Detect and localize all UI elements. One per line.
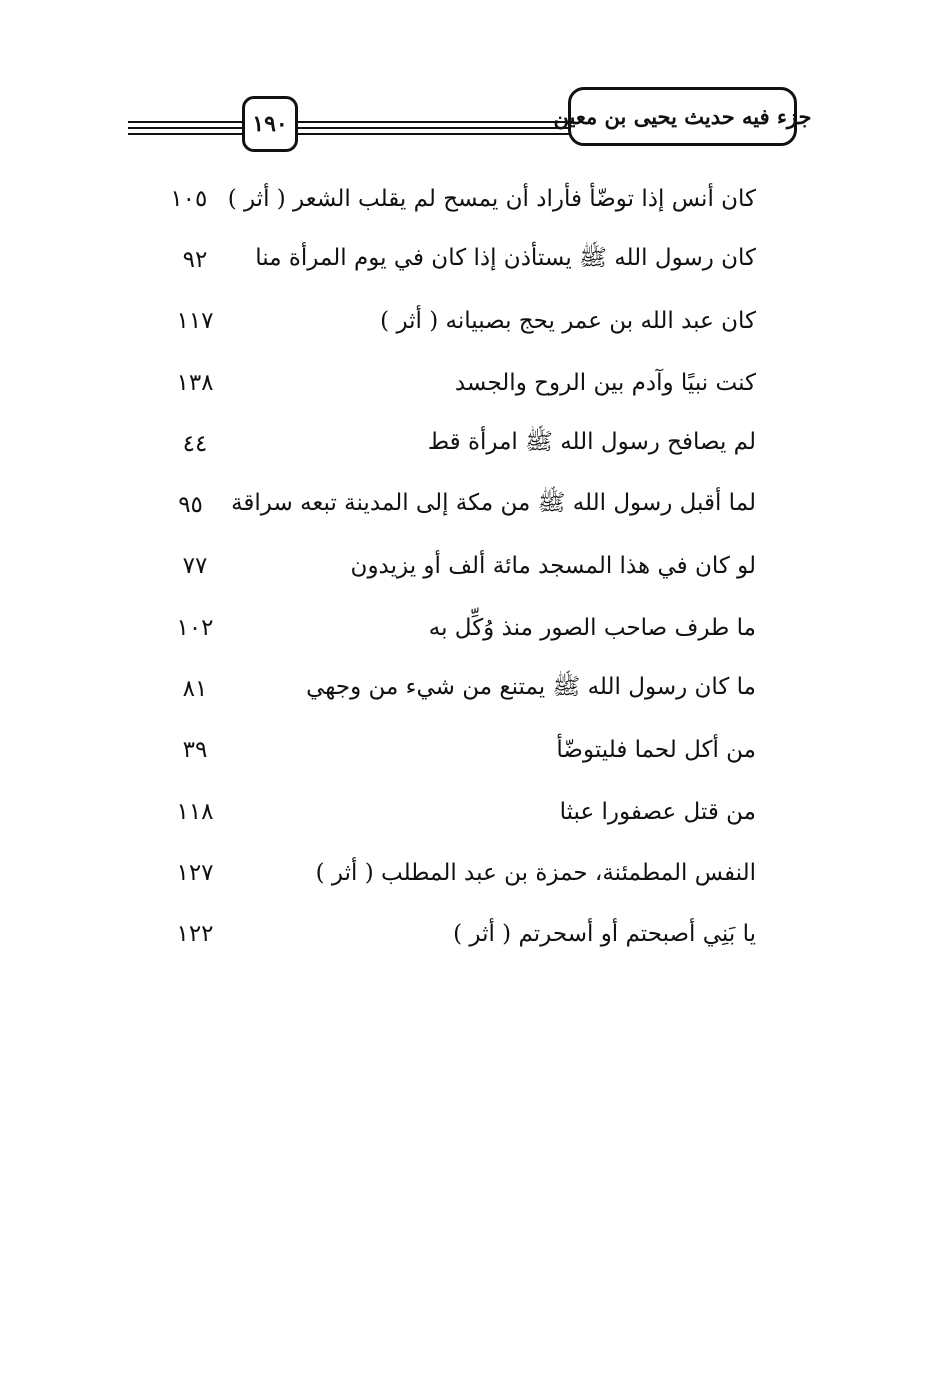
index-entry-text: كان عبد الله بن عمر يحج بصبيانه ( أثر )	[380, 308, 756, 335]
index-row	[150, 781, 760, 842]
index-row	[150, 291, 760, 352]
index-entry-text: لما أقبل رسول الله ﷺ من مكة إلى المدينة تبعه سراقة	[231, 490, 756, 517]
index-entry-text: يا بَنِي أصبحتم أو أسحرتم ( أثر )	[453, 921, 756, 948]
index-page-number: ٩٥	[178, 492, 203, 519]
book-title: جزء فيه حديث يحيى بن معين	[568, 87, 797, 146]
hadith-index-list	[150, 168, 760, 965]
index-page-number: ١٣٨	[176, 369, 214, 396]
index-row	[150, 168, 760, 229]
index-page-number: ٣٩	[182, 737, 208, 764]
index-entry-text: لو كان في هذا المسجد مائة ألف أو يزيدون	[350, 553, 756, 580]
index-entry-text: لم يصافح رسول الله ﷺ امرأة قط	[427, 428, 756, 455]
page-number: ١٩٠	[242, 96, 298, 152]
index-entry-text: ما طرف صاحب الصور منذ وُكِّل به	[428, 614, 756, 641]
index-row	[150, 536, 760, 597]
header-rule	[128, 121, 578, 123]
index-row	[150, 842, 760, 903]
index-entry-text: كان رسول الله ﷺ يستأذن إذا كان في يوم المرأة منا	[255, 244, 756, 271]
index-entry-text: النفس المطمئنة، حمزة بن عبد المطلب ( أثر )	[315, 859, 756, 886]
index-row	[150, 597, 760, 658]
index-row	[150, 229, 760, 290]
index-row	[150, 352, 760, 413]
index-entry-text: ما كان رسول الله ﷺ يمتنع من شيء من وجهي	[306, 674, 756, 701]
index-page-number: ١٢٧	[176, 859, 214, 886]
header-rule	[128, 133, 578, 135]
index-page-number: ٧٧	[182, 553, 208, 580]
index-page-number: ١١٨	[176, 798, 214, 825]
index-page-number: ٤٤	[182, 430, 208, 457]
header-rule	[128, 127, 578, 129]
index-row	[150, 658, 760, 719]
index-page-number: ٩٢	[182, 246, 208, 273]
index-entry-text: من قتل عصفورا عبثا	[559, 798, 756, 825]
index-row	[150, 474, 760, 535]
index-page-number: ١١٧	[176, 308, 214, 335]
index-entry-text: كنت نبيًا وآدم بين الروح والجسد	[454, 369, 756, 396]
index-row	[150, 904, 760, 965]
index-entry-text: كان أنس إذا توضّأ فأراد أن يمسح لم يقلب الشعر ( أثر )	[227, 185, 756, 212]
index-page-number: ٨١	[182, 676, 208, 703]
index-page-number: ١٠٥	[170, 185, 208, 212]
index-page-number: ١٠٢	[176, 614, 214, 641]
index-page-number: ١٢٢	[176, 921, 214, 948]
index-row	[150, 720, 760, 781]
index-row	[150, 413, 760, 474]
index-entry-text: من أكل لحما فليتوضّأ	[556, 737, 756, 764]
